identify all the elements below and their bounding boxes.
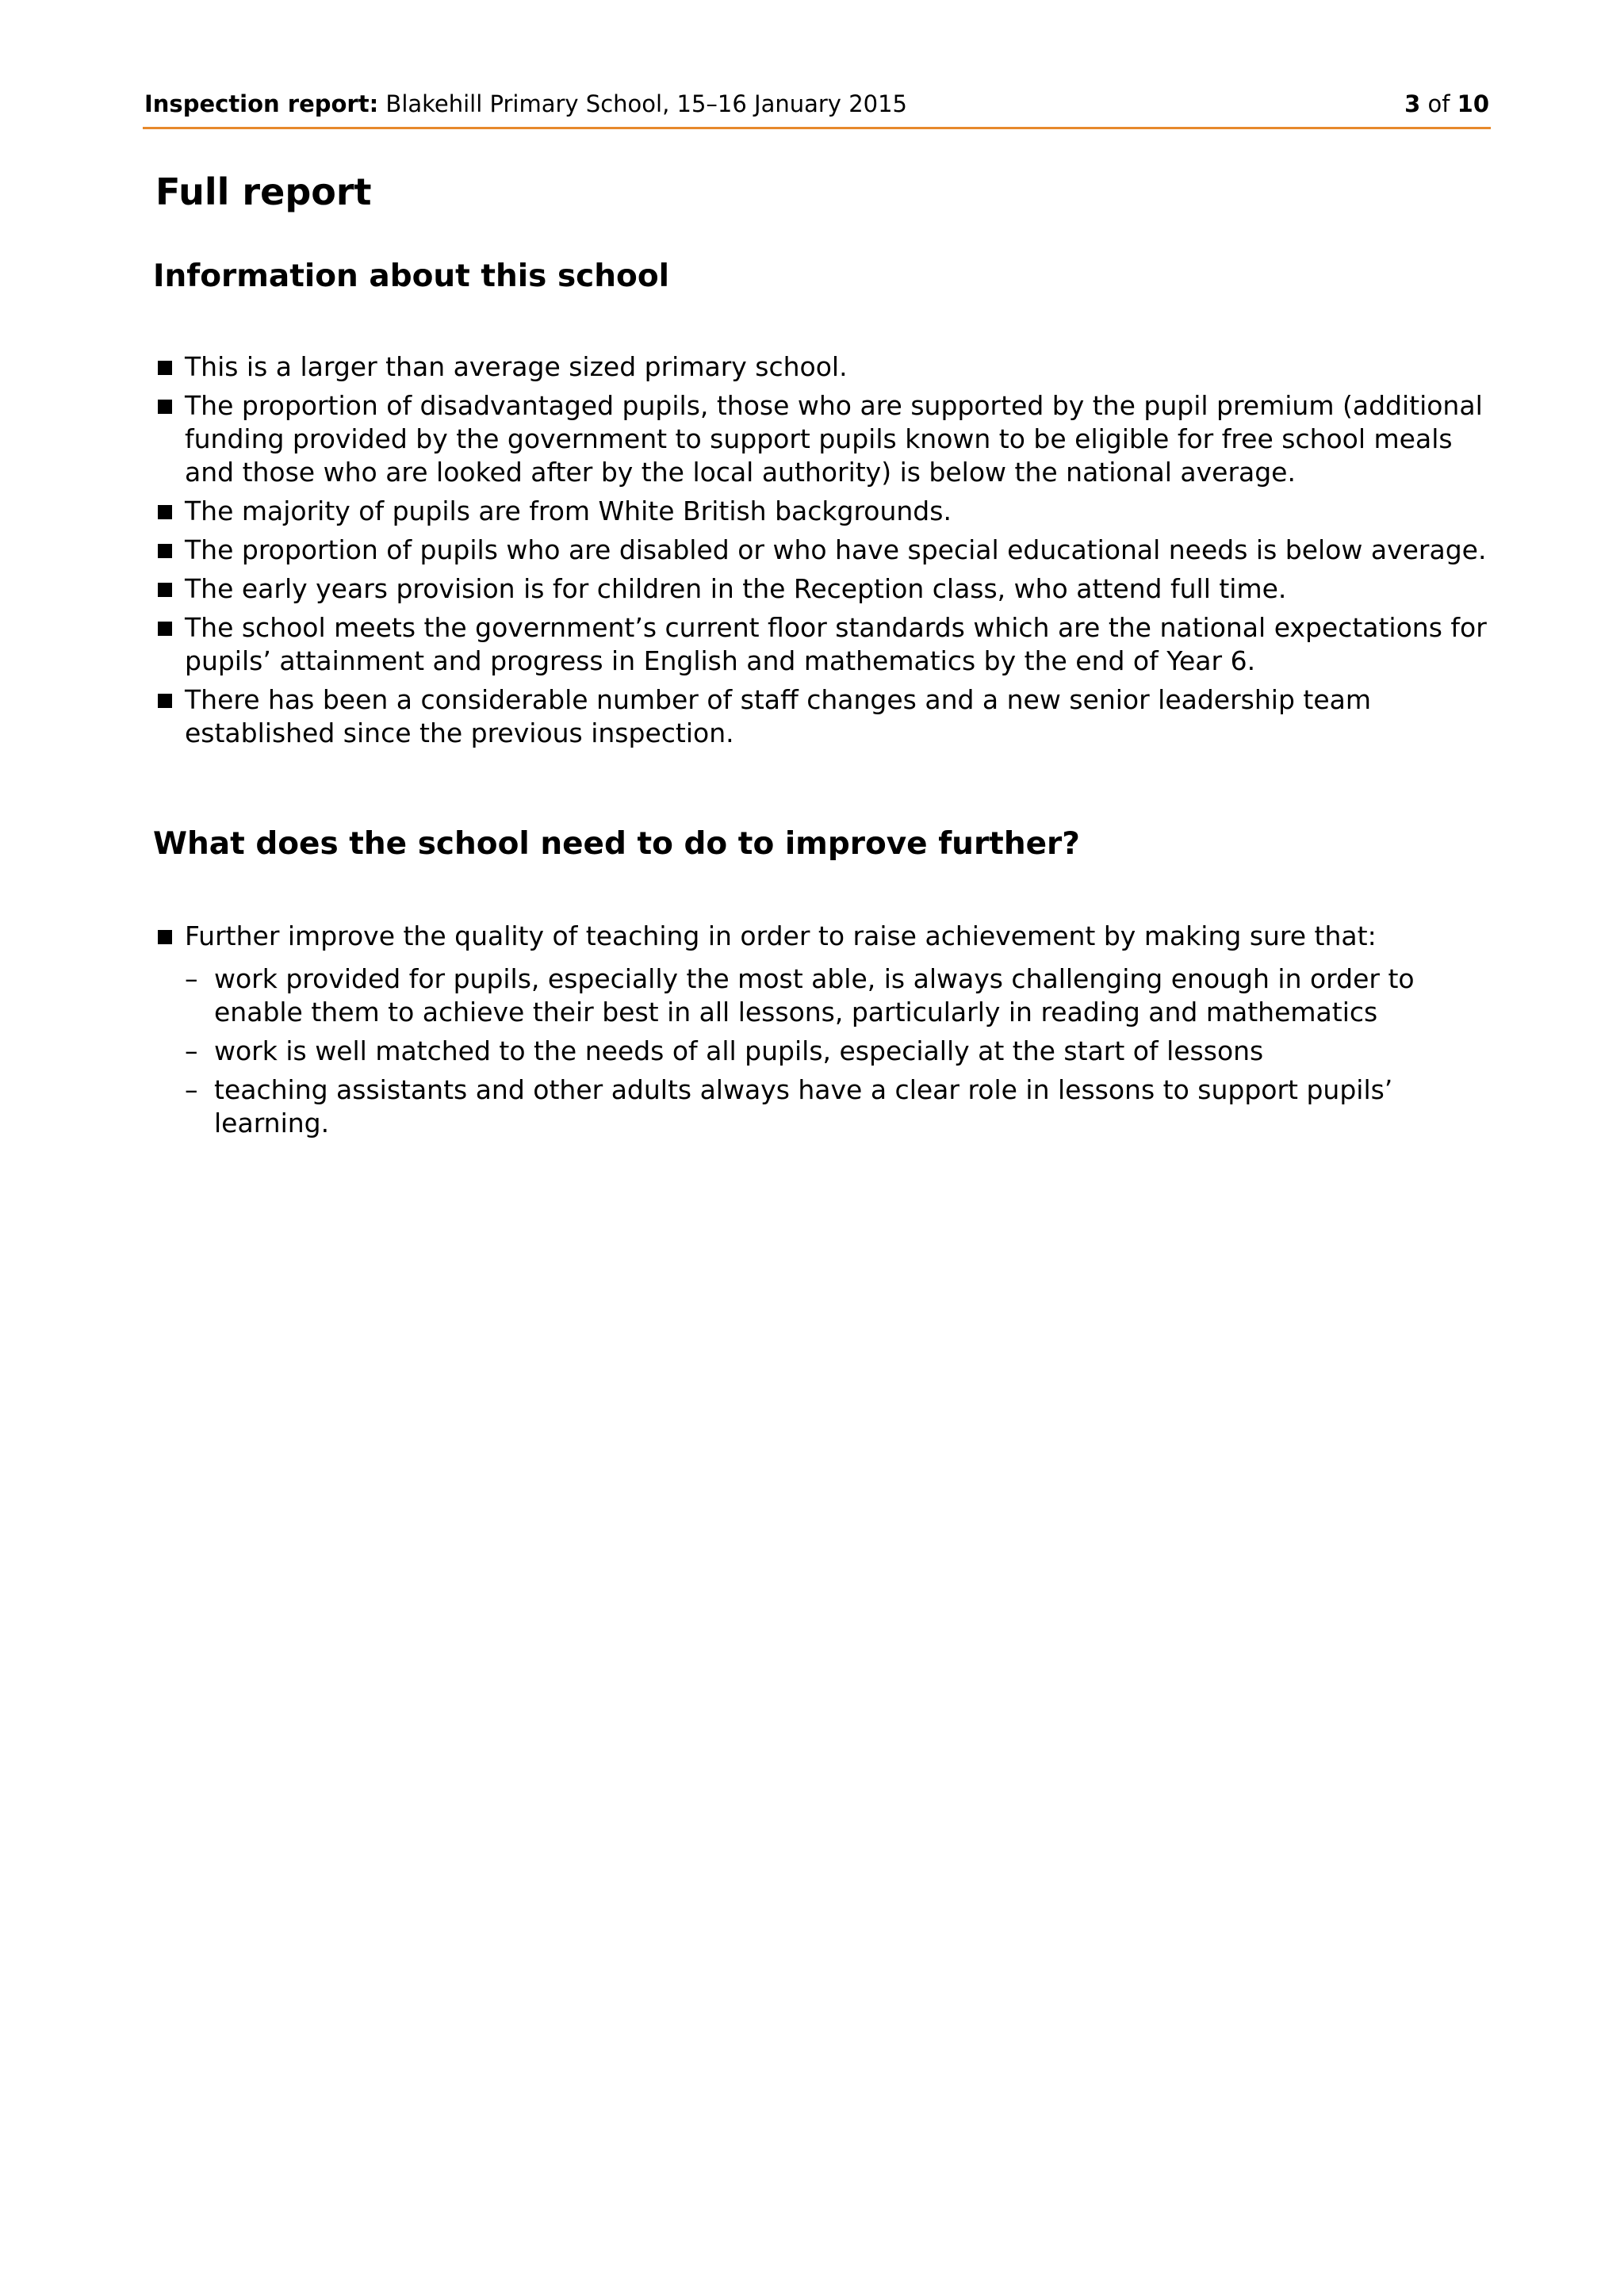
square-bullet-icon <box>158 361 172 375</box>
header-school: Blakehill Primary School, 15–16 January 2015 <box>385 90 907 117</box>
list-item-text: This is a larger than average sized primary school. <box>185 351 848 382</box>
dash-bullet-icon: – <box>185 1035 198 1066</box>
square-bullet-icon <box>158 694 172 708</box>
report-title: Full report <box>155 170 372 213</box>
info-list <box>155 350 1491 756</box>
list-item <box>155 350 1491 384</box>
sublist-item <box>185 1035 1491 1068</box>
sublist-item <box>185 1073 1491 1140</box>
square-bullet-icon <box>158 505 172 519</box>
dash-bullet-icon: – <box>185 1074 198 1105</box>
square-bullet-icon <box>158 583 172 597</box>
list-item <box>155 611 1491 678</box>
page-total: 10 <box>1457 90 1489 117</box>
list-item <box>155 572 1491 606</box>
dash-bullet-icon: – <box>185 963 198 994</box>
header-label: Inspection report: <box>144 90 379 117</box>
list-item <box>155 920 1491 1140</box>
list-item <box>155 389 1491 489</box>
list-item <box>155 534 1491 567</box>
list-item-text: Further improve the quality of teaching in order to raise achievement by making sure that: <box>185 920 1377 951</box>
square-bullet-icon <box>158 622 172 636</box>
info-heading: Information about this school <box>153 258 670 294</box>
page-header <box>143 84 1491 129</box>
sublist-item-text: work is well matched to the needs of all pupils, especially at the start of lessons <box>214 1035 1264 1066</box>
list-item-text: The proportion of pupils who are disabled or who have special educational needs is below average. <box>185 534 1487 565</box>
list-item <box>155 495 1491 528</box>
list-item-text: The majority of pupils are from White British backgrounds. <box>185 496 952 526</box>
list-item-text: The school meets the government’s current floor standards which are the national expectations for pupils’ attainment and progress in English and mathematics by the end of Year 6. <box>185 612 1487 676</box>
square-bullet-icon <box>158 544 172 558</box>
sublist-item <box>185 962 1491 1029</box>
page-number <box>1404 87 1489 121</box>
improve-sublist <box>185 962 1491 1140</box>
page-current: 3 <box>1404 90 1421 117</box>
improve-heading: What does the school need to do to improve further? <box>153 826 1080 862</box>
header-title <box>144 87 907 121</box>
square-bullet-icon <box>158 930 172 944</box>
list-item-text: There has been a considerable number of staff changes and a new senior leadership team established since the previous inspection. <box>185 684 1371 748</box>
list-item-text: The early years provision is for children in the Reception class, who attend full time. <box>185 573 1287 604</box>
square-bullet-icon <box>158 400 172 414</box>
list-item-text: The proportion of disadvantaged pupils, those who are supported by the pupil premium (additional funding provided by the government to support pupils known to be eligible for free school meals and those who are looked after by the local authority) is below the national average. <box>185 390 1483 488</box>
sublist-item-text: teaching assistants and other adults always have a clear role in lessons to support pupils’ learning. <box>214 1074 1393 1138</box>
sublist-item-text: work provided for pupils, especially the most able, is always challenging enough in order to enable them to achieve their best in all lessons, particularly in reading and mathematics <box>214 963 1415 1027</box>
improve-list <box>155 920 1491 1146</box>
page-of: of <box>1427 90 1450 117</box>
list-item <box>155 683 1491 750</box>
